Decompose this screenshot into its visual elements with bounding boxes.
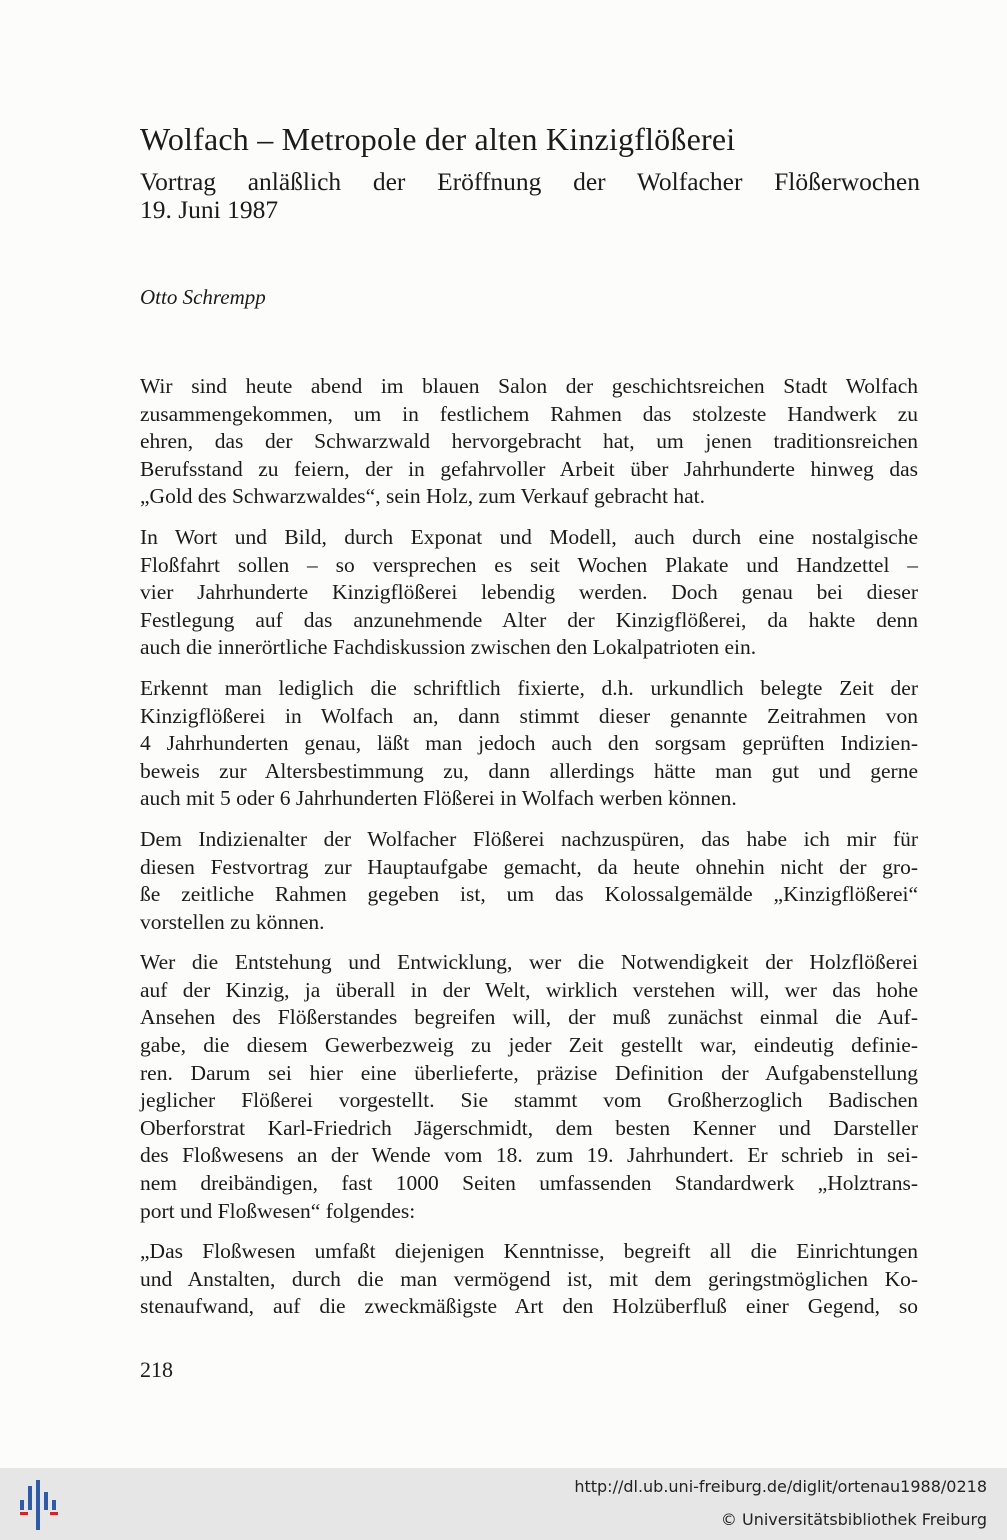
text-line: Kinzigflößerei in Wolfach an, dann stimmt dieser genannte Zeitrahmen von <box>140 703 918 728</box>
text-line: auch mit 5 oder 6 Jahrhunderten Flößerei in Wolfach werben können. <box>140 786 737 811</box>
article-title: Wolfach – Metropole der alten Kinzigflößerei <box>140 121 736 157</box>
text-line: „Das Floßwesen umfaßt diejenigen Kenntnisse, begreift all die Einrichtungen <box>140 1239 918 1264</box>
text-line: und Anstalten, durch die man vermögend ist, mit dem geringstmöglichen Ko- <box>140 1266 918 1291</box>
text-line: beweis zur Altersbestimmung zu, dann allerdings hätte man gut und gerne <box>140 758 918 783</box>
author-name: Otto Schrempp <box>140 285 266 309</box>
copyright-text: © Universitätsbibliothek Freiburg <box>720 1510 987 1529</box>
paragraph <box>140 373 918 511</box>
text-line: Floßfahrt sollen – so versprechen es seit Wochen Plakate und Handzettel – <box>140 552 918 577</box>
text-line: vier Jahrhunderte Kinzigflößerei lebendig werden. Doch genau bei dieser <box>140 580 918 605</box>
paragraph <box>140 826 918 936</box>
text-line: auf der Kinzig, ja überall in der Welt, wirklich verstehen will, wer das hohe <box>140 977 918 1002</box>
text-line: Wer die Entstehung und Entwicklung, wer die Notwendigkeit der Holzflößerei <box>140 950 918 975</box>
text-line: port und Floßwesen“ folgendes: <box>140 1198 416 1223</box>
subtitle-line: Vortrag anläßlich der Eröffnung der Wolfacher Flößerwochen <box>140 167 920 196</box>
text-line: Dem Indizienalter der Wolfacher Flößerei nachzuspüren, das habe ich mir für <box>140 826 918 851</box>
document-url-link[interactable]: http://dl.ub.uni-freiburg.de/diglit/ortenau1988/0218 <box>574 1477 987 1496</box>
text-line: „Gold des Schwarzwaldes“, sein Holz, zum Verkauf gebracht hat. <box>140 484 705 509</box>
text-line: vorstellen zu können. <box>140 909 325 934</box>
text-line: ehren, das der Schwarzwald hervorgebracht hat, um jenen traditionsreichen <box>140 429 918 454</box>
text-line: zusammengekommen, um in festlichem Rahmen das stolzeste Handwerk zu <box>140 401 918 426</box>
article-subtitle <box>140 168 920 224</box>
text-line: Oberforstrat Karl-Friedrich Jägerschmidt, dem besten Kenner und Darsteller <box>140 1115 918 1140</box>
text-line: ren. Darum sei hier eine überlieferte, präzise Definition der Aufgabenstellung <box>140 1060 918 1085</box>
article-body <box>140 373 918 1334</box>
paragraph <box>140 675 918 813</box>
text-line: ße zeitliche Rahmen gegeben ist, um das Kolossalgemälde „Kinzigflößerei“ <box>140 882 918 907</box>
text-line: diesen Festvortrag zur Hauptaufgabe gemacht, da heute ohnehin nicht der gro- <box>140 854 918 879</box>
text-line: Wir sind heute abend im blauen Salon der geschichtsreichen Stadt Wolfach <box>140 374 918 398</box>
text-line: nem dreibändigen, fast 1000 Seiten umfassenden Standardwerk „Holztrans- <box>140 1171 918 1196</box>
page-number: 218 <box>140 1357 173 1382</box>
paragraph <box>140 524 918 662</box>
ub-freiburg-logo-icon[interactable] <box>18 1478 64 1532</box>
paragraph <box>140 949 918 1225</box>
text-line: Berufsstand zu feiern, der in gefahrvoller Arbeit über Jahrhunderte hinweg das <box>140 456 918 481</box>
text-line: jeglicher Flößerei vorgestellt. Sie stammt vom Großherzoglich Badischen <box>140 1088 918 1113</box>
text-line: Ansehen des Flößerstandes begreifen will, der muß zunächst einmal die Auf- <box>140 1005 918 1030</box>
text-line: des Floßwesens an der Wende vom 18. zum 19. Jahrhundert. Er schrieb in sei- <box>140 1143 918 1168</box>
subtitle-line: 19. Juni 1987 <box>140 195 279 224</box>
text-line: auch die innerörtliche Fachdiskussion zwischen den Lokalpatrioten ein. <box>140 635 757 660</box>
paragraph <box>140 1238 918 1321</box>
text-line: 4 Jahrhunderten genau, läßt man jedoch auch den sorgsam geprüften Indizien- <box>140 731 918 756</box>
text-line: gabe, die diesem Gewerbezweig zu jeder Zeit gestellt war, eindeutig definie- <box>140 1033 918 1058</box>
text-line: Erkennt man lediglich die schriftlich fixierte, d.h. urkundlich belegte Zeit der <box>140 675 918 700</box>
text-line: In Wort und Bild, durch Exponat und Modell, auch durch eine nostalgische <box>140 524 918 549</box>
text-line: Festlegung auf das anzunehmende Alter der Kinzigflößerei, da hakte denn <box>140 607 918 632</box>
text-line: stenaufwand, auf die zweckmäßigste Art den Holzüberfluß einer Gegend, so <box>140 1294 918 1319</box>
